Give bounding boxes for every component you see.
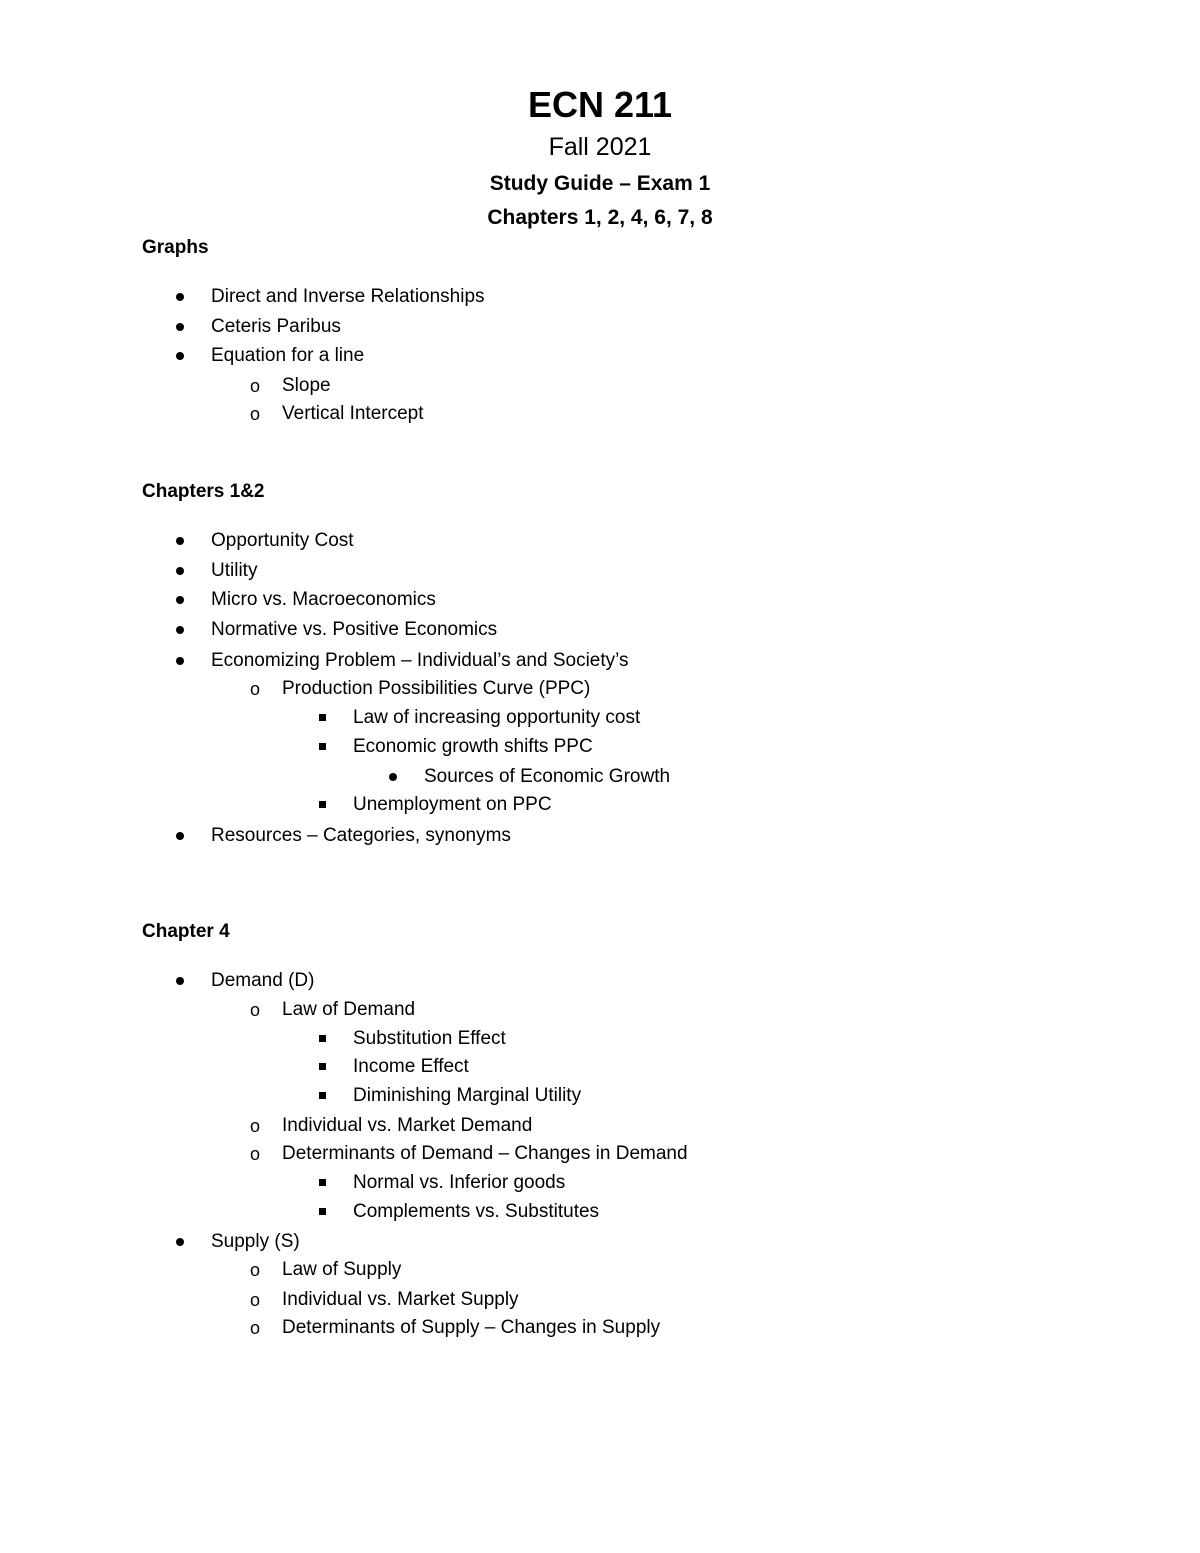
bullet-square-icon	[319, 1199, 327, 1225]
list-item-text: Unemployment on PPC	[353, 794, 552, 815]
study-guide-subtitle: Study Guide – Exam 1	[489, 172, 711, 195]
bullet-square-icon	[319, 705, 327, 731]
bullet-square-icon	[319, 1054, 327, 1080]
list-item-text: Equation for a line	[211, 345, 365, 366]
list-item-text: Ceteris Paribus	[211, 316, 341, 337]
list-item-text: Supply (S)	[211, 1231, 300, 1252]
list-item-text: Diminishing Marginal Utility	[353, 1085, 582, 1106]
list-item-text: Micro vs. Macroeconomics	[211, 589, 436, 610]
list-item-text: Demand (D)	[211, 970, 315, 991]
bullet-square-icon	[319, 1026, 327, 1052]
bullet-circle-icon: o	[249, 679, 260, 699]
list-item-text: Opportunity Cost	[211, 530, 354, 551]
section-heading-chapter-4: Chapter 4	[142, 921, 230, 942]
bullet-disc-icon	[176, 968, 186, 994]
bullet-circle-icon: o	[249, 376, 260, 396]
bullet-square-icon	[319, 1083, 327, 1109]
list-item-text: Resources – Categories, synonyms	[211, 825, 511, 846]
bullet-disc-icon	[176, 284, 186, 310]
list-item-text: Utility	[211, 560, 258, 581]
list-item-text: Economic growth shifts PPC	[353, 736, 593, 757]
list-item-text: Vertical Intercept	[282, 403, 424, 424]
bullet-disc-icon	[176, 617, 186, 643]
term-label: Fall 2021	[548, 133, 652, 161]
bullet-circle-icon: o	[249, 1318, 260, 1338]
course-title: ECN 211	[527, 84, 673, 125]
list-item-text: Production Possibilities Curve (PPC)	[282, 678, 591, 699]
bullet-disc-icon	[176, 1229, 186, 1255]
list-item-text: Complements vs. Substitutes	[353, 1201, 600, 1222]
list-item-text: Determinants of Supply – Changes in Supply	[282, 1317, 661, 1338]
bullet-disc-icon	[176, 343, 186, 369]
list-item-text: Normal vs. Inferior goods	[353, 1172, 566, 1193]
bullet-circle-icon: o	[249, 1116, 260, 1136]
list-item-text: Law of Demand	[282, 999, 416, 1020]
list-item-text: Law of increasing opportunity cost	[353, 707, 641, 728]
bullet-square-icon	[319, 792, 327, 818]
section-heading-graphs: Graphs	[142, 237, 209, 258]
chapters-covered: Chapters 1, 2, 4, 6, 7, 8	[487, 206, 713, 229]
bullet-disc-icon	[176, 558, 186, 584]
bullet-disc-icon	[176, 314, 186, 340]
bullet-circle-icon: o	[249, 1260, 260, 1280]
bullet-disc-icon	[176, 528, 186, 554]
bullet-disc-icon	[176, 587, 186, 613]
bullet-square-icon	[319, 734, 327, 760]
bullet-circle-icon: o	[249, 1144, 260, 1164]
bullet-disc-icon	[176, 823, 186, 849]
list-item-text: Income Effect	[353, 1056, 469, 1077]
list-item-text: Individual vs. Market Demand	[282, 1115, 533, 1136]
bullet-disc-icon	[176, 648, 186, 674]
bullet-circle-icon: o	[249, 404, 260, 424]
list-item-text: Slope	[282, 375, 331, 396]
list-item-text: Substitution Effect	[353, 1028, 506, 1049]
list-item-text: Economizing Problem – Individual’s and Society’s	[211, 650, 629, 671]
list-item-text: Law of Supply	[282, 1259, 402, 1280]
bullet-disc-icon	[389, 764, 399, 790]
bullet-square-icon	[319, 1170, 327, 1196]
list-item-text: Normative vs. Positive Economics	[211, 619, 498, 640]
list-item-text: Sources of Economic Growth	[424, 766, 671, 787]
bullet-circle-icon: o	[249, 1290, 260, 1310]
list-item-text: Individual vs. Market Supply	[282, 1289, 519, 1310]
list-item-text: Direct and Inverse Relationships	[211, 286, 485, 307]
bullet-circle-icon: o	[249, 1000, 260, 1020]
list-item-text: Determinants of Demand – Changes in Demand	[282, 1143, 688, 1164]
section-heading-chapters-1-2: Chapters 1&2	[142, 481, 265, 502]
